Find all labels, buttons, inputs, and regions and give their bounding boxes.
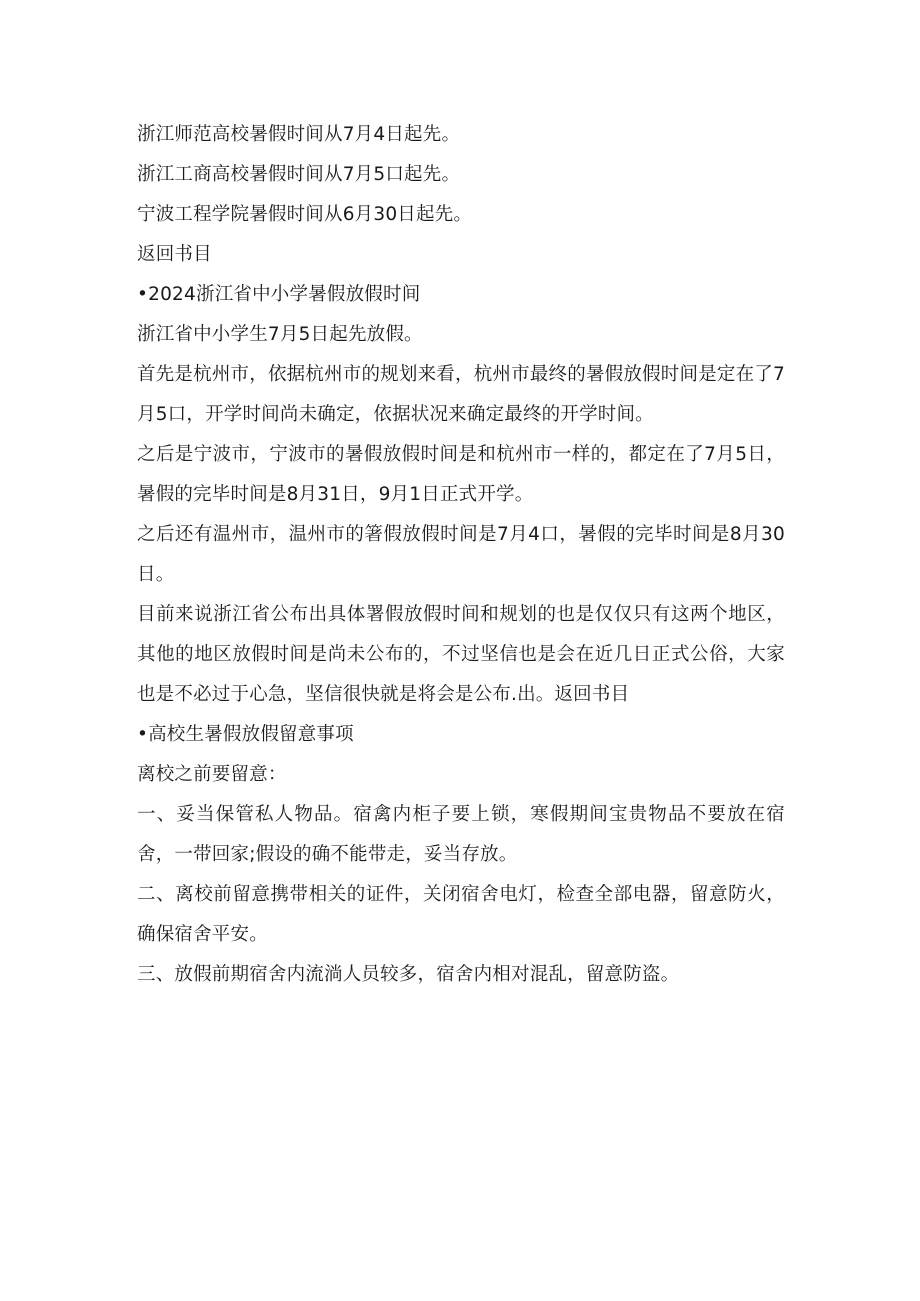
paragraph-other-regions: 目前来说浙江省公布出具体署假放假时间和规划的也是仅仅只有这两个地区，其他的地区放假时间是尚未公布的，不过坚信也是会在近几日正式公俗，大家也是不必过于心急，坚信很快就是将会是公布.出。返回书目 [137,604,785,705]
paragraph-zjgsu-summer: 浙江工商高校暑假时间从7月5口起先。 [137,164,461,185]
paragraph-primary-schools-date: 浙江省中小学生7月5日起先放假。 [137,324,423,345]
list-item-belongings: 一、妥当保管私人物品。宿禽内柜子要上锁，寒假期间宝贵物品不要放在宿舍，一带回家;假设的确不能带走，妥当存放。 [137,804,785,865]
paragraph-before-leaving: 离校之前要留意： [137,764,287,785]
section-heading-primary-schools: •2024浙江省中小学暑假放假时间 [137,284,421,305]
paragraph-nbut-summer: 宁波工程学院暑假时间从6月30日起先。 [137,204,473,225]
paragraph-ecnu-summer: 浙江师范高校暑假时间从7月4日起先。 [137,124,461,145]
document-body [137,115,785,995]
list-item-documents-fire: 二、离校前留意携带相关的证件，关闭宿舍电灯，检查全部电器，留意防火，确保宿舍平安。 [137,884,785,945]
paragraph-wenzhou: 之后还有温州市，温州市的箸假放假时间是7月4口，暑假的完毕时间是8月30日。 [137,524,785,585]
paragraph-ningbo: 之后是宁波市，宁波市的暑假放假时间是和杭州市一样的，都定在了7月5日，暑假的完毕时间是8月31日，9月1日正式开学。 [137,444,785,505]
paragraph-hangzhou: 首先是杭州市，依据杭州市的规划来看，杭州市最终的暑假放假时间是定在了7月5口，开学时间尚未确定，依据状况来确定最终的开学时间。 [137,364,785,425]
back-to-contents-link[interactable]: 返回书目 [137,244,212,265]
section-heading-college-notes: •高校生暑假放假留意事项 [137,724,354,745]
list-item-theft: 三、放假前期宿舍内流淌人员较多，宿舍内相对混乱，留意防盗。 [137,964,680,985]
